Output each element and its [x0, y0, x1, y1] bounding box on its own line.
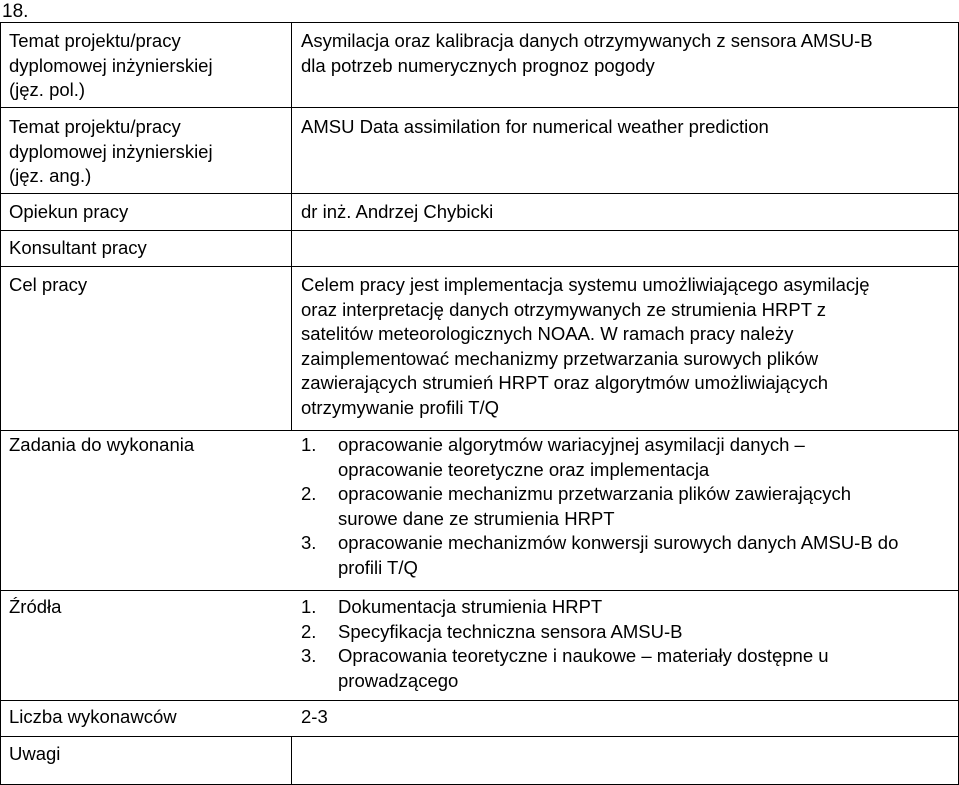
list-item-number: 2. [301, 620, 317, 642]
row-divider [0, 700, 959, 701]
list-item-text: Specyfikacja techniczna sensora AMSU-B [338, 620, 683, 642]
value-topic-en: AMSU Data assimilation for numerical weather prediction [301, 116, 769, 137]
list-item-number: 1. [301, 434, 317, 455]
label-consultant: Konsultant pracy [9, 237, 147, 258]
list-item-text: opracowanie mechanizmu przetwarzania plików zawierających surowe dane ze strumienia HRPT [338, 483, 852, 529]
label-sources: Źródła [9, 596, 62, 617]
list-item [301, 644, 921, 693]
value-topic-pl: Asymilacja oraz kalibracja danych otrzymywanych z sensora AMSU-B dla potrzeb numerycznych prognoz pogody [301, 30, 873, 76]
value-goal: Celem pracy jest implementacja systemu umożliwiającego asymilację oraz interpretację danych otrzymywanych ze strumienia HRPT z satelitów meteorologicznych NOAA. W ramach pracy należy zaimplementować mechanizmy przetwarzania surowych plików zawierających strumień HRPT oraz algorytmów umożliwiających otrzymywanie profili T/Q [301, 274, 870, 418]
row-divider [0, 590, 959, 591]
list-item [301, 595, 921, 620]
label-goal: Cel pracy [9, 274, 88, 295]
label-notes: Uwagi [9, 743, 61, 764]
list-item-number: 1. [301, 596, 317, 617]
list-item [301, 620, 921, 645]
list-item [301, 433, 901, 482]
sources-list [301, 595, 921, 693]
label-topic-pl: Temat projektu/pracy dyplomowej inżynierskiej (jęz. pol.) [9, 30, 213, 100]
row-divider [0, 193, 959, 194]
list-item-number: 3. [301, 645, 317, 666]
list-item-text: opracowanie mechanizmów konwersji surowych danych AMSU-B do profili T/Q [338, 532, 899, 578]
list-item-text: Opracowania teoretyczne i naukowe – materiały dostępne u prowadzącego [338, 645, 829, 691]
list-item-number: 2. [301, 483, 317, 504]
column-divider-notes [291, 736, 292, 785]
list-item-text: opracowanie algorytmów wariacyjnej asymilacji danych – opracowanie teoretyczne oraz implementacja [338, 434, 805, 480]
column-divider [291, 22, 292, 430]
tasks-list [301, 433, 901, 580]
label-team-size: Liczba wykonawców [9, 706, 177, 727]
label-tasks: Zadania do wykonania [9, 434, 195, 455]
row-divider [0, 430, 959, 431]
label-supervisor: Opiekun pracy [9, 201, 129, 222]
row-divider [0, 230, 959, 231]
list-item-number: 3. [301, 532, 317, 553]
list-item-text: Dokumentacja strumienia HRPT [338, 596, 603, 617]
label-topic-en: Temat projektu/pracy dyplomowej inżynierskiej (jęz. ang.) [9, 116, 213, 186]
row-divider [0, 107, 959, 108]
heading-number: 18. [2, 1, 29, 22]
row-divider [0, 736, 959, 737]
list-item [301, 482, 901, 531]
value-supervisor: dr inż. Andrzej Chybicki [301, 201, 494, 222]
list-item [301, 531, 901, 580]
row-divider [0, 266, 959, 267]
value-team-size: 2-3 [301, 706, 328, 727]
